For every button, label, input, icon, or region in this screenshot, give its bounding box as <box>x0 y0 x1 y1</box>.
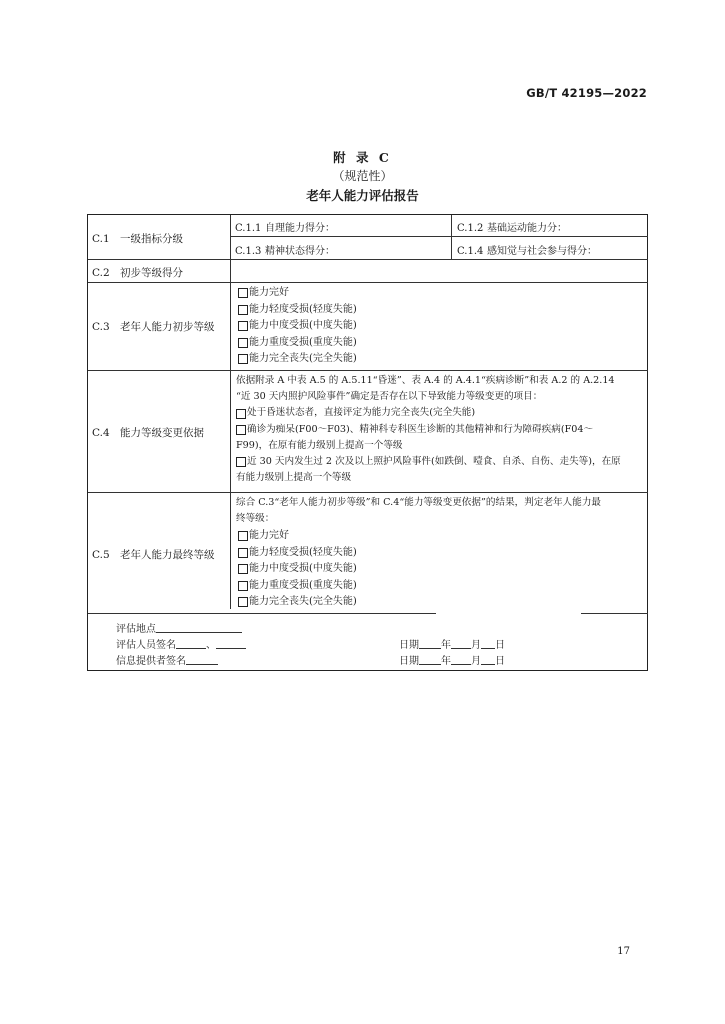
checkbox[interactable] <box>238 564 248 574</box>
c1-1-score <box>235 219 335 234</box>
checkbox[interactable] <box>238 548 248 558</box>
c5-intro-line: 终等级： <box>236 513 275 525</box>
assessment-report-table <box>87 214 648 671</box>
option-label: 近 30 天内发生过 2 次及以上照护风险事件(如跌倒、噎食、自杀、自伤、走失等)，在原 <box>247 456 621 468</box>
c5-options <box>238 528 357 611</box>
appendix-normative: （规范性） <box>332 169 393 183</box>
row-code: C.1 <box>92 233 110 245</box>
option-label: 能力重度受损(重度失能) <box>249 579 357 591</box>
assessor-date <box>399 636 505 651</box>
c3-options <box>238 285 357 368</box>
c5-option[interactable] <box>238 545 357 562</box>
row-c5-label <box>92 547 215 562</box>
c5-option[interactable] <box>238 528 357 545</box>
option-label: 能力中度受损(中度失能) <box>249 563 357 574</box>
row-divider <box>88 282 648 283</box>
option-label: 能力完全丧失(完全失能) <box>249 353 357 364</box>
year-field[interactable] <box>419 637 441 649</box>
option-label-continued: F99)，在原有能力级别上提高一个等级 <box>236 439 403 451</box>
row-divider <box>88 492 648 493</box>
footer-divider-right <box>581 613 648 614</box>
row-c2-label <box>92 265 183 280</box>
c1-subcolumn-divider <box>451 215 452 259</box>
report-title: 老年人能力评估报告 <box>306 188 419 203</box>
item-text: 精神状态得分： <box>265 246 335 257</box>
checkbox[interactable] <box>238 581 248 591</box>
informant-field[interactable] <box>186 653 218 665</box>
row-divider <box>88 259 648 260</box>
c5-option[interactable] <box>238 578 357 595</box>
checkbox[interactable] <box>236 409 246 419</box>
c5-option[interactable] <box>238 594 357 611</box>
item-code: C.1.1 <box>235 223 262 234</box>
day-field[interactable] <box>481 653 495 665</box>
day-field[interactable] <box>481 637 495 649</box>
option-label: 能力完好 <box>249 530 289 541</box>
location-field[interactable] <box>156 621 242 633</box>
checkbox[interactable] <box>238 354 248 364</box>
assessor-signature <box>116 636 246 651</box>
c3-option[interactable] <box>238 285 357 302</box>
item-code: C.1.2 <box>457 223 484 234</box>
c5-intro <box>236 495 644 527</box>
assessor-field-1[interactable] <box>176 637 206 649</box>
c1-subrow-divider <box>230 236 648 237</box>
c4-intro-line: 依据附录 A 中表 A.5 的 A.5.11“昏迷”、表 A.4 的 A.4.1“疾病诊断”和表 A.2 的 A.2.14 <box>236 375 615 386</box>
c1-2-score <box>457 219 567 234</box>
date-label: 日期 <box>399 656 419 667</box>
row-c4-label <box>92 425 204 440</box>
c4-intro-line: “近 30 天内照护风险事件”确定是否存在以下导致能力等级变更的项目： <box>236 391 543 403</box>
checkbox[interactable] <box>238 321 248 331</box>
assessor-label: 评估人员签名 <box>116 640 176 651</box>
checkbox[interactable] <box>238 338 248 348</box>
c4-criteria <box>236 373 644 486</box>
day-label: 日 <box>495 656 505 667</box>
option-label: 处于昏迷状态者，直接评定为能力完全丧失(完全失能) <box>247 407 476 419</box>
option-label: 能力完全丧失(完全失能) <box>249 596 357 607</box>
option-label: 能力轻度受损(轻度失能) <box>249 546 357 558</box>
checkbox[interactable] <box>238 531 248 541</box>
item-code: C.1.3 <box>235 246 262 257</box>
row-title: 老年人能力初步等级 <box>120 321 215 333</box>
informant-signature <box>116 652 218 667</box>
assessment-location <box>116 620 242 635</box>
option-label-continued: 有能力级别上提高一个等级 <box>236 472 352 484</box>
month-field[interactable] <box>451 637 471 649</box>
informant-label: 信息提供者签名 <box>116 656 186 667</box>
column-divider <box>230 215 231 609</box>
item-text: 自理能力得分： <box>265 223 335 234</box>
option-label: 能力完好 <box>249 287 289 298</box>
c4-option-coma[interactable] <box>236 405 644 421</box>
c4-option-risk-events[interactable] <box>236 454 644 470</box>
c3-option[interactable] <box>238 351 357 368</box>
assessor-field-2[interactable] <box>216 637 246 649</box>
row-code: C.4 <box>92 427 110 439</box>
month-label: 月 <box>471 640 481 651</box>
c1-4-score <box>457 242 597 257</box>
item-text: 基础运动能力分： <box>487 223 567 234</box>
row-title: 老年人能力最终等级 <box>120 549 215 561</box>
row-c1-label <box>92 231 183 246</box>
c5-intro-line: 综合 C.3“老年人能力初步等级”和 C.4“能力等级变更依据”的结果，判定老年人能力最 <box>236 497 602 508</box>
c3-option[interactable] <box>238 302 357 319</box>
row-divider <box>88 370 648 371</box>
date-label: 日期 <box>399 640 419 651</box>
row-code: C.2 <box>92 267 110 279</box>
checkbox[interactable] <box>238 288 248 298</box>
checkbox[interactable] <box>238 597 248 607</box>
option-label: 能力中度受损(中度失能) <box>249 320 357 331</box>
c3-option[interactable] <box>238 335 357 352</box>
month-field[interactable] <box>451 653 471 665</box>
row-c3-label <box>92 319 215 334</box>
checkbox[interactable] <box>236 425 246 435</box>
month-label: 月 <box>471 656 481 667</box>
c4-option-dementia[interactable] <box>236 422 644 438</box>
row-title: 初步等级得分 <box>120 267 183 279</box>
day-label: 日 <box>495 640 505 651</box>
item-text: 感知觉与社会参与得分： <box>487 246 597 257</box>
c1-3-score <box>235 242 335 257</box>
row-code: C.5 <box>92 549 110 561</box>
option-label: 确诊为痴呆(F00～F03)、精神科专科医生诊断的其他精神和行为障碍疾病(F04～ <box>247 423 594 435</box>
footer-divider-left <box>88 613 436 614</box>
checkbox[interactable] <box>236 457 246 467</box>
checkbox[interactable] <box>238 305 248 315</box>
year-label: 年 <box>441 640 451 651</box>
location-label: 评估地点 <box>116 624 156 635</box>
standard-code: GB/T 42195—2022 <box>526 86 647 100</box>
year-field[interactable] <box>419 653 441 665</box>
c5-option[interactable] <box>238 561 357 578</box>
row-code: C.3 <box>92 321 110 333</box>
year-label: 年 <box>441 656 451 667</box>
c3-option[interactable] <box>238 318 357 335</box>
informant-date <box>399 652 505 667</box>
row-title: 能力等级变更依据 <box>120 427 204 439</box>
appendix-title: 附 录 C <box>333 150 392 165</box>
item-code: C.1.4 <box>457 246 484 257</box>
separator: 、 <box>206 640 216 651</box>
page-number: 17 <box>617 946 630 957</box>
option-label: 能力轻度受损(轻度失能) <box>249 303 357 315</box>
row-title: 一级指标分级 <box>120 233 183 245</box>
option-label: 能力重度受损(重度失能) <box>249 336 357 348</box>
